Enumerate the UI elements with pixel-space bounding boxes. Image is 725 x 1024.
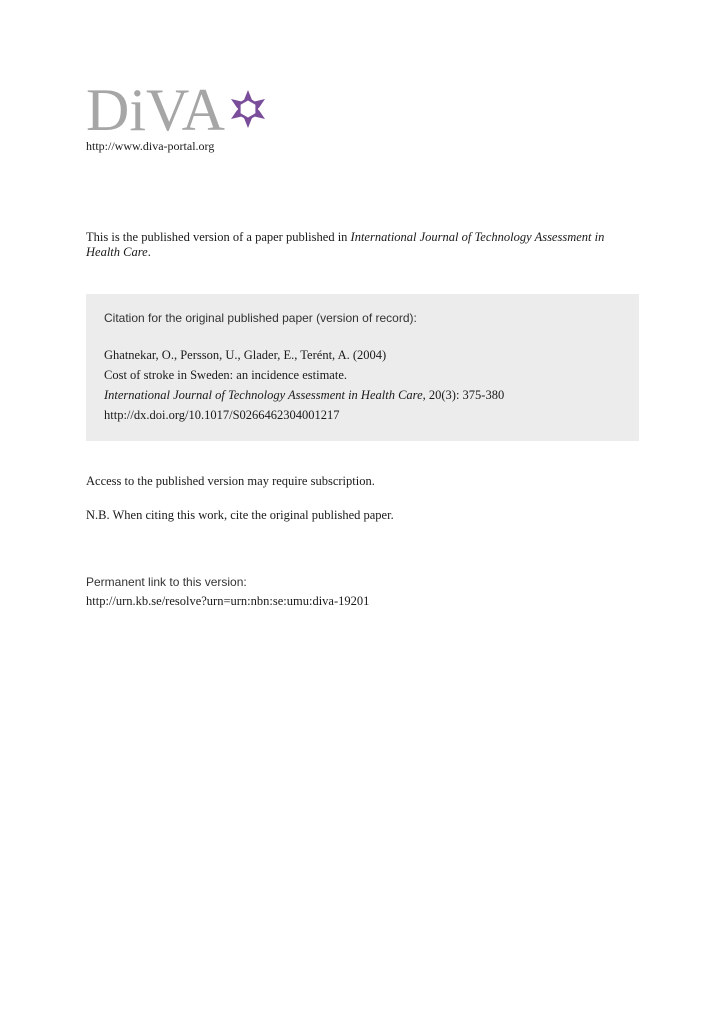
diva-logo [86, 77, 269, 143]
permanent-link[interactable]: http://urn.kb.se/resolve?urn=urn:nbn:se:umu:diva-19201 [86, 594, 370, 608]
intro-prefix: This is the published version of a paper published in [86, 230, 351, 244]
citation-volume: , 20(3): 375-380 [422, 388, 505, 402]
intro-paragraph [86, 230, 641, 260]
intro-journal: International Journal of Technology Assessment in Health Care [86, 230, 605, 259]
citation-box [86, 294, 639, 441]
permanent-link-label: Permanent link to this version: [86, 575, 247, 589]
diva-logo-text: DiVA [86, 77, 225, 143]
portal-link[interactable]: http://www.diva-portal.org [86, 139, 215, 153]
citation-authors: Ghatnekar, O., Persson, U., Glader, E., Terént, A. (2004) [104, 348, 387, 362]
citation-doi-link[interactable]: http://dx.doi.org/10.1017/S0266462304001217 [104, 408, 340, 422]
citation-journal: International Journal of Technology Assessment in Health Care [104, 388, 423, 402]
diva-star-icon [227, 88, 269, 130]
intro-suffix: . [147, 245, 151, 259]
citation-title: Cost of stroke in Sweden: an incidence estimate. [104, 368, 347, 382]
citation-lines [104, 345, 504, 425]
nb-note: N.B. When citing this work, cite the original published paper. [86, 508, 394, 522]
citation-journal-line [104, 385, 504, 405]
access-note: Access to the published version may require subscription. [86, 474, 375, 488]
citation-heading: Citation for the original published paper (version of record): [104, 311, 417, 325]
